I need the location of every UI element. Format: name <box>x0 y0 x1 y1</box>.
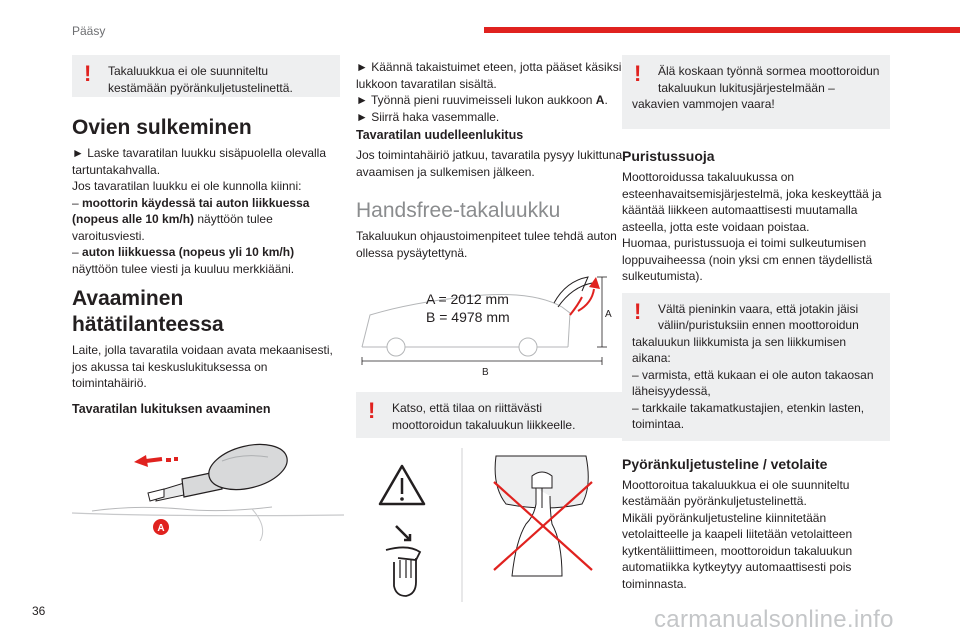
heading-handsfree-tailgate: Handsfree-takaluukku <box>356 199 561 222</box>
car-dimensions-diagram <box>356 267 624 377</box>
column-right <box>622 55 890 592</box>
warning-box-trapping <box>622 293 890 441</box>
close-step: ► Laske tavaratilan luukku sisäpuolella olevalla tartuntakahvalla. <box>72 146 327 177</box>
warning-icon: ! <box>634 298 642 324</box>
heading-relock: Tavaratilan uudelleenlukitus <box>356 128 524 142</box>
watermark: carmanualsonline.info <box>654 606 894 633</box>
relock-description: Jos toimintahäiriö jatkuu, tavaratila pysyy lukittuna avaamisen ja sulkemisen jälkeen. <box>356 148 623 179</box>
step-fold-seats: ► Käännä takaistuimet eteen, jotta pääset käsiksi lukkoon tavaratilan sisältä. <box>356 60 622 91</box>
warning-box-space <box>356 392 624 438</box>
header-accent-bar <box>484 27 960 33</box>
close-item-1: – moottorin käydessä tai auton liikkuessa (nopeus alle 10 km/h) näyttöön tulee varoitusviesti. <box>72 195 310 243</box>
callout-label-a: A <box>157 522 165 534</box>
bike-rack-description: Moottoroitua takaluukkua ei ole suunniteltu kestämään pyöränkuljetustelinettä. <box>622 477 850 508</box>
close-item-2: – auton liikkuessa (nopeus yli 10 km/h) näyttöön tulee viesti ja kuuluu merkkiääni. <box>72 245 295 276</box>
warning-item-1: – varmista, että kukaan ei ole auton takaosan läheisyydessä, <box>632 367 874 398</box>
warning-item-2: – tarkkaile takamatkustajien, etenkin lasten, toimintaa. <box>632 400 865 431</box>
screwdriver-lock-illustration <box>72 431 344 541</box>
emergency-description: Laite, jolla tavaratila voidaan avata mekaanisesti, jos akussa tai keskuslukituksessa on toimintahäiriö. <box>72 343 333 390</box>
warning-box-finger <box>622 55 890 129</box>
heading-bike-rack-towbar: Pyöränkuljetusteline / vetolaite <box>622 455 828 472</box>
dimension-label-b: B <box>482 367 489 377</box>
pinch-note: Huomaa, puristussuoja ei toimi sulkeutumisen loppuvaiheessa (noin yksi cm ennen täydellistä sulkeutumista). <box>622 236 873 283</box>
handsfree-description: Takaluukun ohjaustoimenpiteet tulee tehdä auton ollessa pysäytettynä. <box>356 229 617 260</box>
page-header-title: Pääsy <box>72 24 106 38</box>
page-number: 36 <box>32 604 46 618</box>
dimension-label-a: A <box>605 309 612 320</box>
heading-unlock-trunk: Tavaratilan lukituksen avaaminen <box>72 401 271 416</box>
dimension-a-value: A = 2012 mm <box>426 291 509 307</box>
heading-pinch-protection: Puristussuoja <box>622 148 715 164</box>
heading-emergency-opening: Avaaminen hätätilanteessa <box>72 287 224 336</box>
heading-closing-doors: Ovien sulkeminen <box>72 116 252 139</box>
pinch-description: Moottoroidussa takaluukussa on esteenhavaitsemisjärjestelmä, joka keskeyttää ja kääntää liikkeen automaattisesti muutamalla asteella, jotta este voidaan poistaa. <box>622 170 882 234</box>
close-condition: Jos tavaratilan luukku ei ole kunnolla kiinni: <box>72 179 302 193</box>
finger-hazard-illustration <box>356 446 624 606</box>
column-middle <box>356 55 624 611</box>
bike-rack-detail: Mikäli pyöränkuljetusteline kiinnitetään vetolaitteelle ja kaapeli liitetään vetolaitteen kytkentäliittimeen, moottoroidun takaluukun automatiikka kytkeytyy automaattisesti pois toiminnasta. <box>622 510 853 591</box>
warning-text: Katso, että tilaa on riittävästi moottoroidun takaluukun liikkeelle. <box>392 401 576 432</box>
warning-icon: ! <box>84 61 92 86</box>
warning-icon: ! <box>368 398 376 423</box>
dimension-b-value: B = 4978 mm <box>426 309 510 325</box>
warning-box-bike-rack <box>72 55 340 97</box>
step-move-latch: ► Siirrä haka vasemmalle. <box>356 109 500 124</box>
warning-text: Älä koskaan työnnä sormea moottoroidun takaluukun lukitusjärjestelmään – vakavien vammojen vaara! <box>632 64 880 111</box>
step-insert-screwdriver: ► Työnnä pieni ruuvimeisseli lukon aukkoon A. <box>356 93 608 107</box>
warning-text: Takaluukkua ei ole suunniteltu kestämään pyöränkuljetustelinettä. <box>108 64 293 95</box>
warning-icon: ! <box>634 61 642 86</box>
column-left <box>72 55 340 546</box>
warning-intro: Vältä pieninkin vaara, että jotakin jäisi väliin/puristuksiin ennen moottoroidun takaluukun liikkumista ja sen liikkumisen aikana: <box>632 301 859 365</box>
